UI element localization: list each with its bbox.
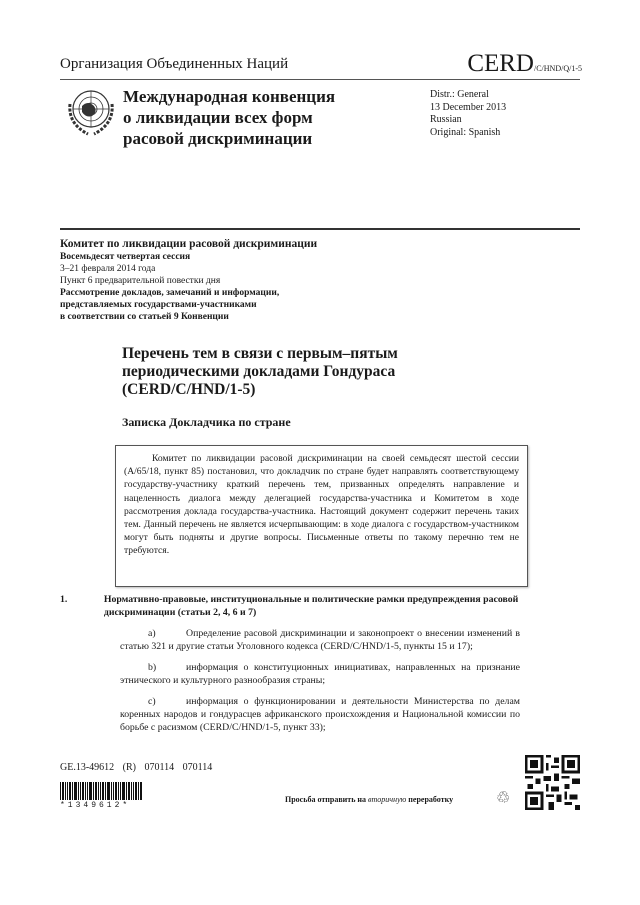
- job-number: GE.13-49612 (R) 070114 070114: [60, 762, 213, 773]
- convention-title-line: расовой дискриминации: [123, 129, 313, 148]
- document-symbol: [467, 50, 582, 78]
- agenda-item: Пункт 6 предварительной повестки дня: [60, 276, 221, 286]
- committee-block: [60, 237, 317, 323]
- document-title: [122, 345, 398, 399]
- recycle-text: переработку: [406, 795, 454, 804]
- document-language: Russian: [430, 114, 462, 125]
- recycle-icon: ♲: [496, 790, 511, 807]
- item-label: c): [148, 696, 156, 707]
- section-heading: Нормативно-правовые, институциональные и политические рамки предупреждения расовой дискриминации (статьи 2, 4, 6 и 7): [103, 594, 519, 618]
- agenda-title-line: Рассмотрение докладов, замечаний и информации,: [60, 288, 280, 298]
- recycle-text: Просьба отправить на: [285, 795, 369, 804]
- section-number: 1.: [60, 594, 68, 605]
- summary-box: [115, 445, 528, 587]
- header-divider: [60, 79, 580, 80]
- agenda-title-line: в соответствии со статьей 9 Конвенции: [60, 312, 229, 322]
- title-line: периодическими докладами Гондураса: [122, 363, 396, 380]
- document-date: 13 December 2013: [430, 101, 507, 113]
- title-line: (CERD/C/HND/1-5): [122, 381, 256, 398]
- list-item: [120, 695, 520, 734]
- distribution-info: [430, 89, 506, 139]
- un-emblem-icon: [64, 84, 118, 138]
- summary-text: Комитет по ликвидации расовой дискриминации на своей семьдесят шестой сессии (A/65/18, пункт 85) постановил, что докладчик по стране будет направлять соответствующему государству-участнику краткий перечень тем, призванных определять направление и нацеленность диалога между делегацией государства-участника и Комитетом в ходе рассмотрения доклада государства-участника. Настоящий документ содержит перечень таких тем. Данный перечень не является исчерпывающим: в ходе диалога с государством-участником могут быть подняты и другие вопросы. Письменные ответы по такому перечню тем не требуются.: [124, 453, 519, 557]
- title-line: Перечень тем в связи с первым–пятым: [122, 345, 398, 362]
- list-item: [120, 661, 520, 687]
- organization-name: Организация Объединенных Наций: [60, 56, 289, 72]
- symbol-main: CERD: [467, 50, 534, 77]
- section-divider: [60, 228, 580, 230]
- list-item: [120, 627, 520, 653]
- section-1: [60, 593, 520, 734]
- convention-title: [123, 86, 335, 149]
- distribution-line: Distr.: General: [430, 89, 489, 100]
- item-label: a): [148, 628, 156, 639]
- session: Восемьдесят четвертая сессия: [60, 252, 191, 262]
- qr-code-icon: [525, 755, 580, 810]
- note-heading: Записка Докладчика по стране: [122, 415, 291, 429]
- convention-title-line: о ликвидации всех форм: [123, 108, 313, 127]
- item-text: Определение расовой дискриминации и законопроект о внесении изменений в статью 321 и другие статьи Уголовного кодекса (CERD/C/HND/1-5, пункты 15 и 17);: [120, 628, 520, 652]
- item-text: информация о конституционных инициативах, направленных на признание этнического и культурного разнообразия страны;: [120, 662, 520, 686]
- committee-name: Комитет по ликвидации расовой дискриминации: [60, 238, 318, 250]
- agenda-title-line: представляемых государствами-участниками: [60, 300, 257, 310]
- original-language: Original: Spanish: [430, 126, 501, 138]
- convention-title-line: Международная конвенция: [123, 87, 336, 106]
- session-dates: 3–21 февраля 2014 года: [60, 264, 156, 274]
- item-label: b): [148, 662, 157, 673]
- barcode-number: *1349612*: [60, 801, 131, 810]
- item-text: информация о функционировании и деятельности Министерства по делам коренных народов и гондурасцев африканского происхождения и Национальной комиссии по борьбе с расизмом (CERD/C/HND/1-5, пункт 33);: [120, 696, 520, 733]
- recycle-text-italic: вторичную: [368, 795, 407, 804]
- symbol-suffix: /C/HND/Q/1-5: [534, 64, 582, 73]
- recycle-note: [285, 795, 453, 804]
- barcode-icon: [60, 782, 142, 800]
